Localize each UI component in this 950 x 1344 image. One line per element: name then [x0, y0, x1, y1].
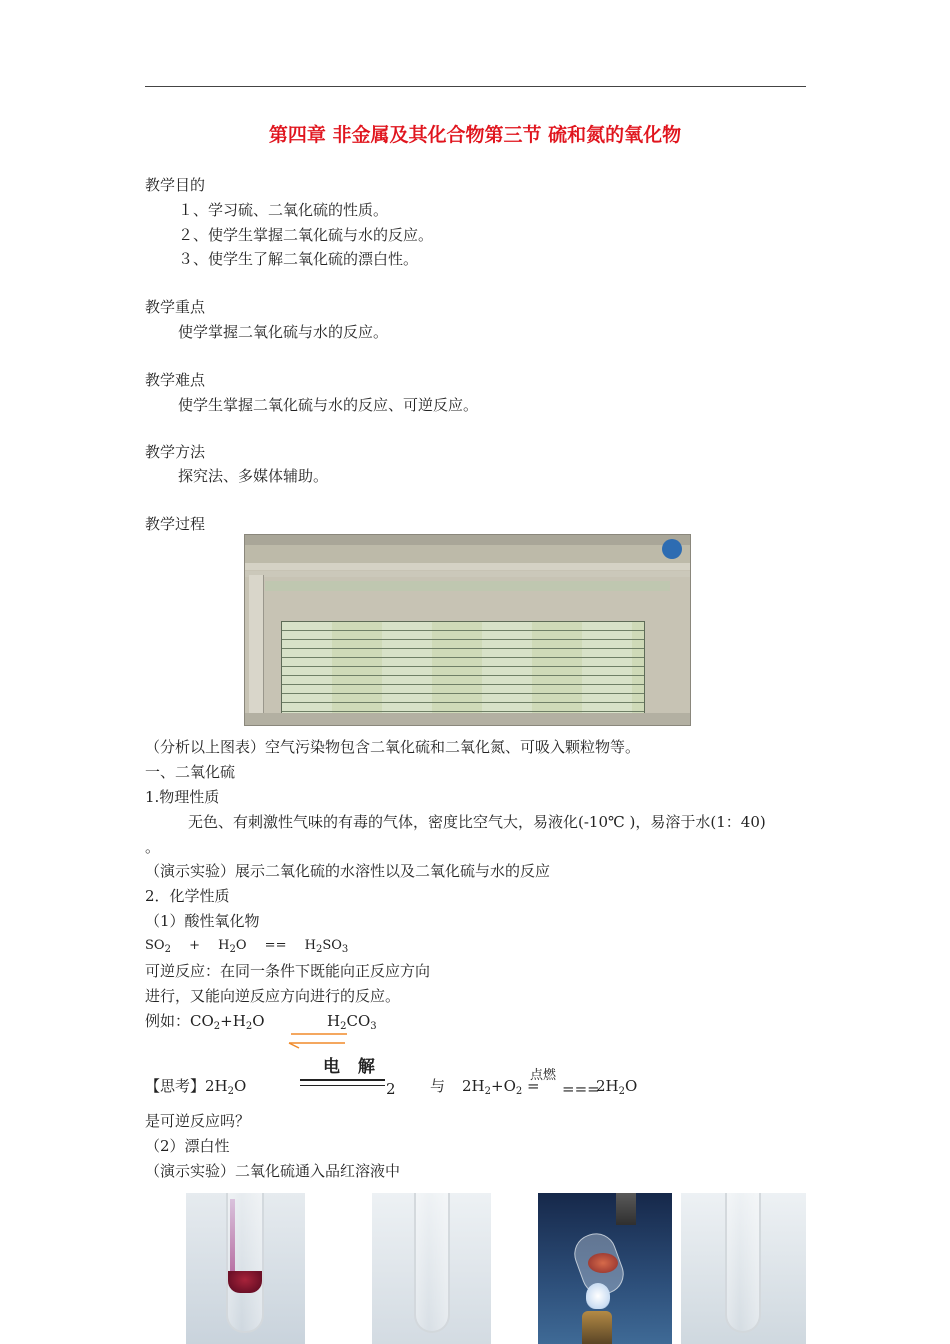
test-tube-clear-photo	[372, 1193, 491, 1344]
header-rule	[145, 86, 806, 87]
physical-text: 无色、有刺激性气味的有毒的气体，密度比空气大，易液化(-10℃ )，易溶于水(1：40)	[188, 813, 766, 831]
air-quality-screenshot-image	[244, 534, 691, 726]
chemical-heading: 2．化学性质	[145, 887, 230, 905]
goals-heading: 教学目的	[145, 176, 206, 194]
think-label: 【思考】$2H_2O$	[145, 1077, 247, 1097]
combustion-product: $2H_2O$	[596, 1077, 638, 1097]
reversible-definition: 可逆反应：在同一条件下既能向正反应方向	[145, 962, 431, 980]
section-heading: 一、二氧化硫	[145, 763, 236, 781]
reversible-arrow-icon	[287, 1028, 349, 1050]
keypoint-text: 使学掌握二氧化硫与水的反应。	[178, 323, 389, 341]
chemical-subheading: （1）酸性氧化物	[145, 912, 260, 930]
reversible-definition: 进行，又能向逆反应方向进行的反应。	[145, 987, 401, 1005]
process-heading: 教学过程	[145, 515, 206, 533]
combustion-eq: ===	[562, 1080, 600, 1098]
physical-text-end: 。	[145, 838, 161, 856]
goal-item: １、学习硫、二氧化硫的性质。	[178, 201, 389, 219]
combustion-equation: $2H_2+O_2$ =	[462, 1077, 540, 1097]
reaction-line	[300, 1079, 385, 1081]
difficulty-text: 使学生掌握二氧化硫与水的反应、可逆反应。	[178, 396, 479, 414]
demo-text: （演示实验）展示二氧化硫的水溶性以及二氧化硫与水的反应	[145, 862, 551, 880]
difficulty-heading: 教学难点	[145, 371, 206, 389]
keypoint-heading: 教学重点	[145, 298, 206, 316]
goal-item: ２、使学生掌握二氧化硫与水的反应。	[178, 226, 434, 244]
think-tail: 2	[386, 1080, 396, 1098]
page-title: 第四章 非金属及其化合物第三节 硫和氮的氧化物	[268, 124, 682, 146]
test-tube-restored-photo	[681, 1193, 806, 1344]
method-heading: 教学方法	[145, 443, 206, 461]
question-text: 是可逆反应吗？	[145, 1112, 251, 1130]
test-tube-red-photo	[186, 1193, 305, 1344]
example-equation: 例如：$CO_2+H_2O$	[145, 1012, 265, 1032]
analysis-text: （分析以上图表）空气污染物包含二氧化硫和二氧化氮、可吸入颗粒物等。	[145, 738, 641, 756]
electrolysis-condition: 电 解	[323, 1057, 381, 1077]
bleach-demo: （演示实验）二氧化硫通入品红溶液中	[145, 1162, 401, 1180]
method-text: 探究法、多媒体辅助。	[178, 467, 329, 485]
browser-logo-icon	[662, 539, 682, 559]
physical-heading: 1.物理性质	[145, 788, 220, 806]
example-product: $H_2CO_3$	[327, 1012, 377, 1032]
think-and: 与	[430, 1077, 446, 1095]
test-tube-heating-photo	[538, 1193, 672, 1344]
ignition-condition: 点燃	[530, 1068, 557, 1083]
bleach-heading: （2）漂白性	[145, 1137, 230, 1155]
goal-item: ３、使学生了解二氧化硫的漂白性。	[178, 250, 419, 268]
reaction-line	[300, 1085, 385, 1086]
equation-so2-water: $SO_2 + H_2O == H_2SO_3$	[145, 938, 349, 955]
